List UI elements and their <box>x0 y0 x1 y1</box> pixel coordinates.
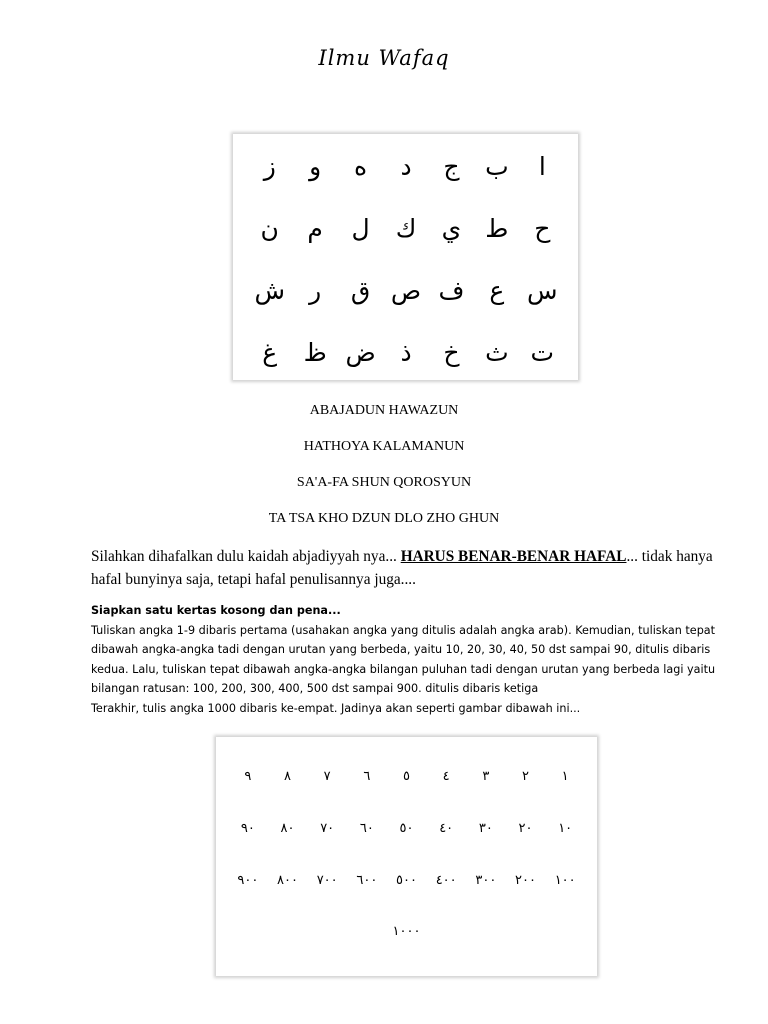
arabic-number: ١ <box>561 769 569 784</box>
abjad-letter: ث <box>485 338 509 367</box>
abjad-letter: ص <box>390 276 422 305</box>
abjad-letter: ح <box>534 214 551 243</box>
instructions-last: Terakhir, tulis angka 1000 dibaris ke-empat. Jadinya akan seperti gambar dibawah ini... <box>91 701 581 715</box>
abjad-letter: ت <box>530 338 555 367</box>
abjad-letter: د <box>400 152 412 181</box>
arabic-numbers-grid <box>228 759 585 915</box>
arabic-number: ٢ <box>522 769 529 784</box>
intro-emphasis: HARUS BENAR-BENAR HAFAL <box>400 548 627 565</box>
instructions-paragraph <box>91 601 731 718</box>
abjad-letter: ف <box>438 276 465 305</box>
mnemonic-line-3: SA'A-FA SHUN QOROSYUN <box>296 475 472 490</box>
abjad-letter: ق <box>350 276 371 305</box>
intro-paragraph <box>91 545 731 591</box>
abjad-letter: ظ <box>303 338 327 367</box>
abjad-letter: ا <box>538 152 546 181</box>
abjad-letter: ذ <box>400 338 412 367</box>
arabic-number: ٦ <box>363 769 371 784</box>
arabic-number: ٢٠ <box>518 821 533 836</box>
abjad-letter: و <box>309 152 322 181</box>
arabic-numbers-card <box>216 737 597 976</box>
arabic-number: ٨٠ <box>280 821 295 836</box>
number-thousand: ١٠٠٠ <box>392 924 421 939</box>
arabic-number: ٦٠٠ <box>356 873 378 888</box>
arabic-number: ٥ <box>403 769 410 784</box>
abjad-letter: ع <box>489 276 505 305</box>
arabic-number: ٤٠٠ <box>435 873 457 888</box>
arabic-number: ٩٠ <box>240 821 255 836</box>
abjad-letter: ل <box>351 214 370 243</box>
instructions-body: Tuliskan angka 1-9 dibaris pertama (usahakan angka yang ditulis adalah angka arab). Kemudian, tuliskan tepat dibawah angka-angka tadi dengan urutan yang berbeda, yaitu 10, 20, 30, 40, 50 dst sampai 90, ditulis dibaris kedua. Lalu, tuliskan tepat dibawah angka-angka bilangan puluhan tadi dengan urutan yang berbeda lagi yaitu bilangan ratusan: 100, 200, 300, 400, 500 dst sampai 900. ditulis dibaris ketiga <box>91 623 716 695</box>
abjad-letter: ر <box>309 276 322 305</box>
arabic-number: ١٠ <box>558 821 573 836</box>
abjad-letter: غ <box>262 338 278 367</box>
arabic-number: ٧٠ <box>320 821 335 836</box>
arabic-number: ١٠٠ <box>554 873 576 888</box>
arabic-number: ٣٠٠ <box>475 873 497 888</box>
abjad-letter: ب <box>485 152 509 181</box>
arabic-number: ٥٠٠ <box>396 873 417 888</box>
arabic-number: ٤ <box>442 769 450 784</box>
arabic-number: ٨٠٠ <box>277 873 298 888</box>
intro-text-before: Silahkan dihafalkan dulu kaidah abjadiyyah nya... <box>91 548 401 565</box>
arabic-number: ٧ <box>323 769 331 784</box>
instructions-lead: Siapkan satu kertas kosong dan pena... <box>91 604 341 617</box>
abjad-letter: ي <box>441 214 462 243</box>
abjad-letter: م <box>307 214 323 243</box>
arabic-number: ٦٠ <box>359 821 374 836</box>
arabic-number: ٧٠٠ <box>316 873 338 888</box>
arabic-number: ٩ <box>244 769 252 784</box>
page-title: Ilmu Wafaq <box>318 46 450 70</box>
mnemonic-line-1: ABAJADUN HAWAZUN <box>309 403 459 418</box>
mnemonic-line-4: TA TSA KHO DZUN DLO ZHO GHUN <box>268 511 500 526</box>
mnemonic-line-2: HATHOYA KALAMANUN <box>303 439 465 454</box>
abjad-letter: ش <box>254 276 285 305</box>
abjad-letter: ط <box>485 214 509 243</box>
abjad-letter: س <box>527 276 558 305</box>
arabic-number: ٤٠ <box>439 821 454 836</box>
arabic-number: ٣٠ <box>478 821 493 836</box>
arabic-number: ٩٠٠ <box>237 873 259 888</box>
abjad-letter: خ <box>443 338 460 367</box>
abjad-letter: ك <box>395 214 417 243</box>
abjad-letters-card <box>233 134 578 380</box>
arabic-number: ٥٠ <box>399 821 414 836</box>
abjad-letter: ج <box>443 152 460 181</box>
abjad-letter: ه <box>354 152 368 181</box>
abjad-letter: ن <box>260 214 279 243</box>
arabic-number: ٢٠٠ <box>515 873 536 888</box>
arabic-number: ٨ <box>284 769 291 784</box>
abjad-letter: ز <box>263 152 276 181</box>
abjad-letter: ض <box>345 338 376 367</box>
intro-text-after: ... tidak hanya hafal bunyinya saja, tetapi hafal penulisannya juga.... <box>91 548 713 588</box>
arabic-number: ٣ <box>482 769 490 784</box>
abjad-letters-grid <box>247 142 565 390</box>
